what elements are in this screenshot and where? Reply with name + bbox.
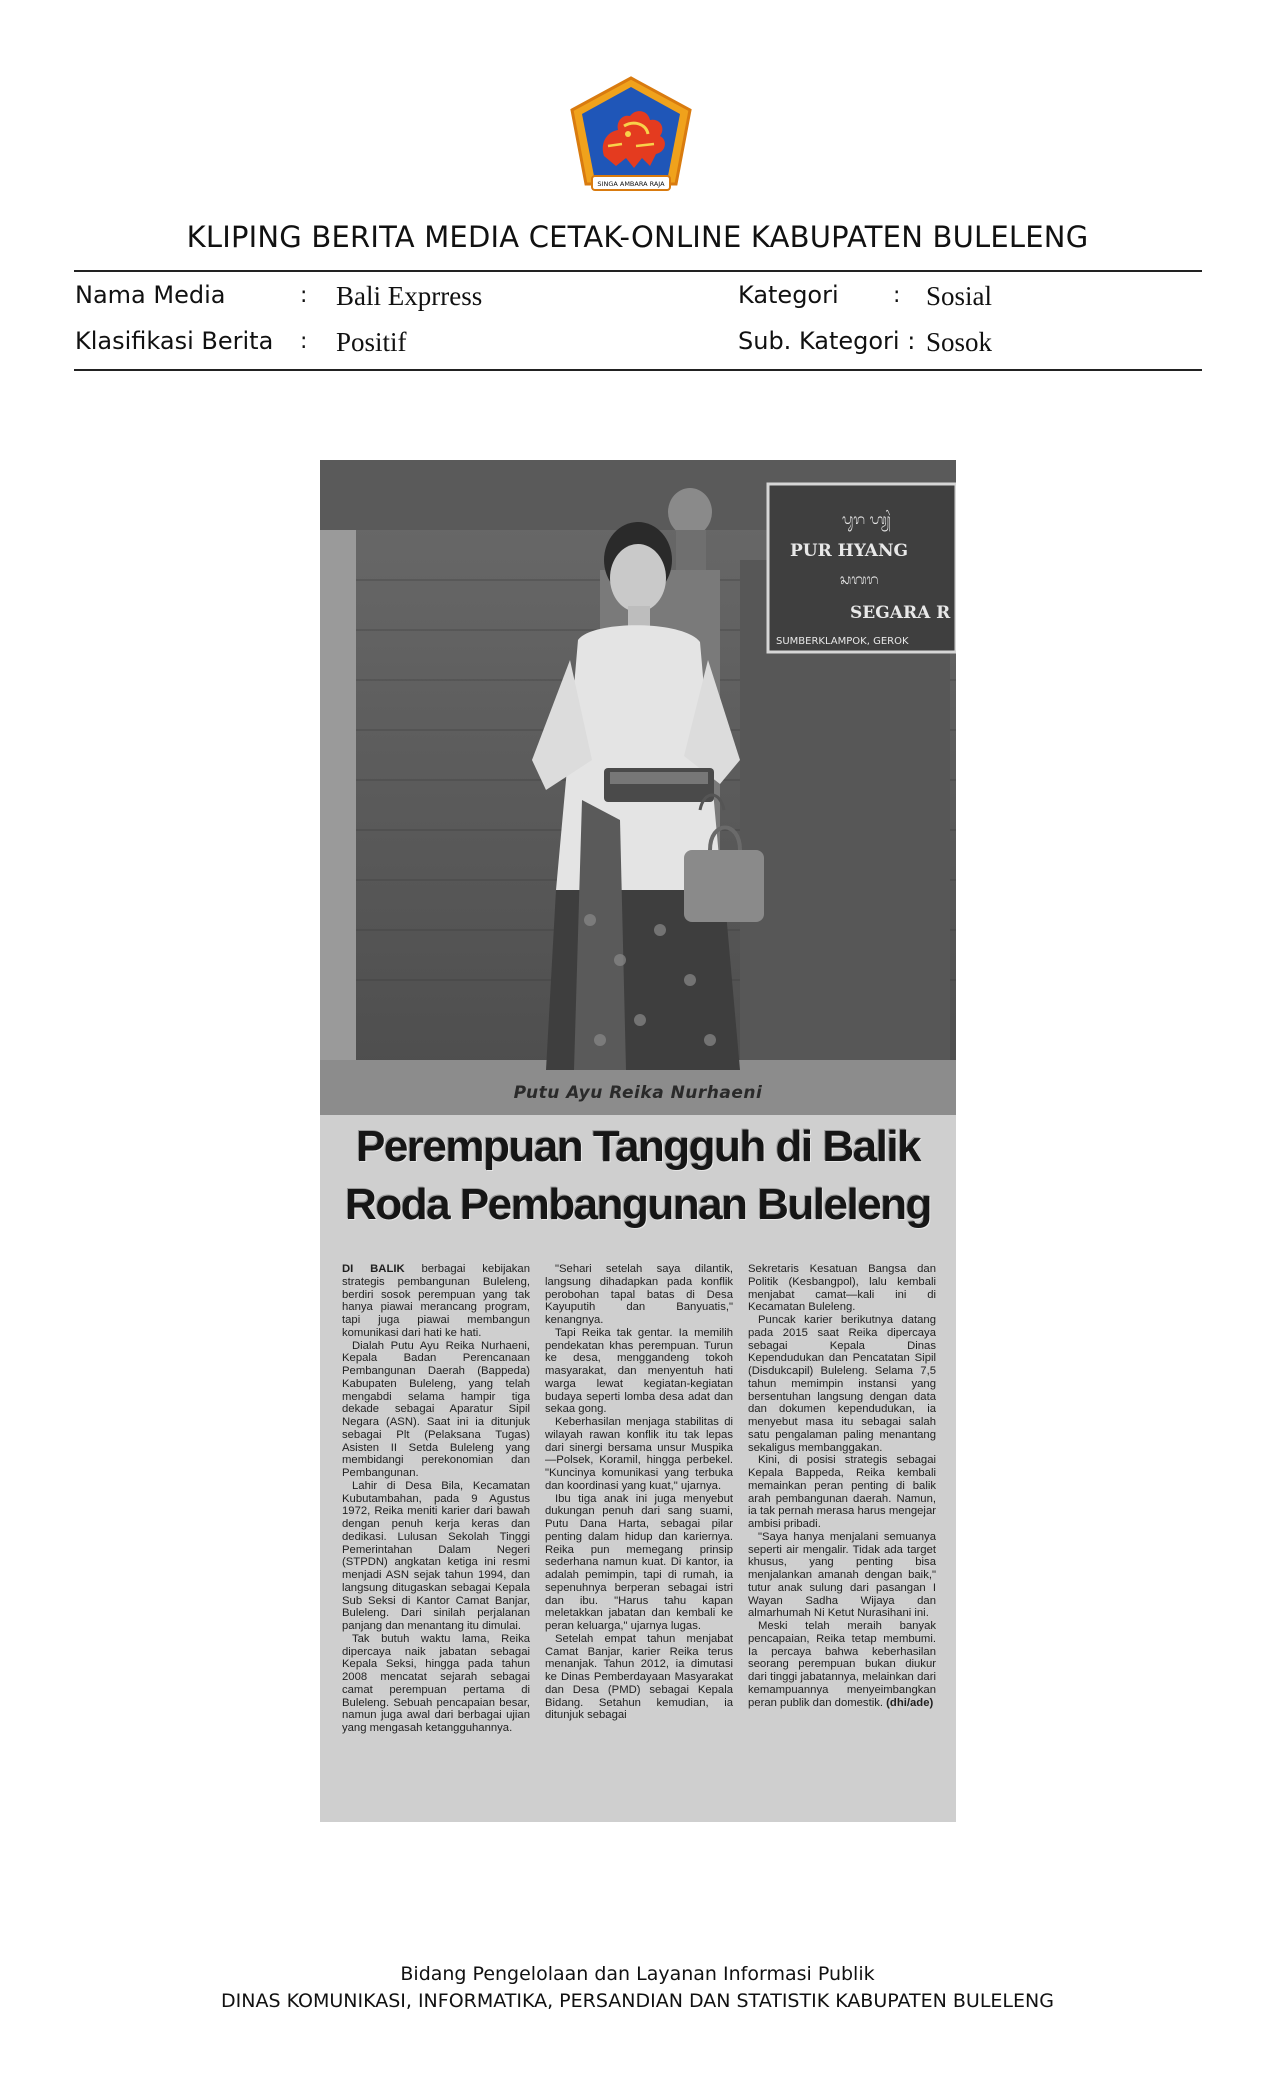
paragraph: Setelah empat tahun menjabat Camat Banjar, karier Reika terus menanjak. Tahun 2012, ia dimutasi ke Dinas Pemberdayaan Masyarakat dan Desa (PMD) sebagai Kepala Bidang. Setahun kemudian, ia ditunjuk sebagai (545, 1632, 733, 1722)
headline-line-1: Perempuan Tangguh di Balik (355, 1122, 921, 1171)
paragraph (748, 1620, 936, 1709)
page-title: KLIPING BERITA MEDIA CETAK-ONLINE KABUPATEN BULELENG (186, 220, 1089, 254)
paragraph-text: Meski telah meraih banyak pencapaian, Reika tetap membumi. Ia percaya bahwa keberhasilan seorang perempuan bukan diukur dari tinggi jabatannya, melainkan dari kemampuannya menyeimbangkan peran publik dan domestik. (748, 1620, 936, 1709)
sign-line-2: SEGARA R (850, 603, 951, 623)
paragraph: Sekretaris Kesatuan Bangsa dan Politik (Kesbangpol), lalu kembali menjabat camat—kali ini di Kecamatan Buleleng. (748, 1263, 936, 1314)
header-divider-top (74, 270, 1202, 272)
sign-line-1: PUR HYANG (790, 541, 909, 561)
article-column-2 (545, 1263, 733, 1722)
kategori-label: Kategori (738, 281, 839, 309)
article-column-3 (748, 1263, 936, 1709)
footer-line-1: Bidang Pengelolaan dan Layanan Informasi Publik (400, 1963, 875, 1985)
sign-script-row-2: ᬲᬕᬭ (840, 572, 879, 588)
media-colon: : (300, 283, 308, 308)
byline: (dhi/ade) (883, 1696, 934, 1709)
subkategori-label: Sub. Kategori : (738, 327, 916, 355)
subkategori-value: Sosok (926, 327, 993, 357)
paragraph: Lahir di Desa Bila, Kecamatan Kubutambahan, pada 9 Agustus 1972, Reika meniti karier dari bawah dengan penuh kerja keras dan dedikasi. Lulusan Sekolah Tinggi Pemerintahan Dalam Negeri (STPDN) angkatan ketiga ini resmi menjadi ASN sejak tahun 1994, dan langsung ditugaskan sebagai Kepala Sub Seksi di Kantor Camat Banjar, Buleleng. Dari sinilah perjalanan panjang dan menantang itu dimulai. (342, 1479, 530, 1632)
footer-line-2: DINAS KOMUNIKASI, INFORMATIKA, PERSANDIAN DAN STATISTIK KABUPATEN BULELENG (221, 1990, 1054, 2012)
paragraph: "Sehari setelah saya dilantik, langsung dihadapkan pada konflik perobohan tapal batas di Desa Kayuputih dan Banyuatis," kenangnya. (545, 1263, 733, 1326)
article-photo (320, 460, 956, 1115)
paragraph: Tapi Reika tak gentar. Ia memilih pendekatan khas perempuan. Turun ke desa, menggandeng tokoh masyarakat, dan menyentuh hati warga lewat kegiatan-kegiatan budaya seperti lomba desa adat dan sekaa gong. (545, 1326, 733, 1416)
paragraph: Keberhasilan menjaga stabilitas di wilayah rawan konflik itu tak lepas dari sinergi bersama unsur Muspika—Polsek, Koramil, hingga perbekel. "Kuncinya komunikasi yang terbuka dan koordinasi yang kuat," ujarnya. (545, 1416, 733, 1492)
headline-line-2: Roda Pembangunan Buleleng (345, 1180, 931, 1229)
paragraph: Puncak karier berikutnya datang pada 2015 saat Reika dipercaya sebagai Kepala Dinas Kependudukan dan Pencatatan Sipil (Disdukcapil) Buleleng. Selama 7,5 tahun memimpin instansi yang bersentuhan langsung dengan data dan dokumen kependudukan, ia menyebut masa itu sebagai salah satu pengalaman paling menantang sekaligus membanggakan. (748, 1314, 936, 1454)
dateline: DI BALIK (342, 1263, 405, 1275)
klasifikasi-colon: : (300, 329, 308, 354)
paragraph (342, 1263, 530, 1340)
paragraph: "Saya hanya menjalani semuanya seperti air mengalir. Tidak ada target khusus, yang penting bisa menjalankan amanah dengan baik," tutur anak sulung dari pasangan I Wayan Sadha Wijaya dan almarhumah Ni Ketut Nurasihani ini. (748, 1530, 936, 1620)
media-label: Nama Media (75, 281, 226, 309)
logo-motto: SINGA AMBARA RAJA (597, 180, 665, 188)
kategori-colon: : (893, 283, 901, 308)
newspaper-clipping (320, 460, 956, 1822)
media-value: Bali Exprress (336, 281, 483, 311)
klasifikasi-value: Positif (336, 327, 407, 357)
paragraph: Tak butuh waktu lama, Reika dipercaya naik jabatan sebagai Kepala Seksi, hingga pada tahun 2008 mencatat sejarah sebagai camat perempuan pertama di Buleleng. Sebuah pencapaian besar, namun juga awal dari berbagai ujian yang mengasah ketangguhannya. (342, 1632, 530, 1734)
sign-script-row: ᬧᬸᬭ ᬳ᭄ᬬᬂ (842, 512, 891, 528)
paragraph: Kini, di posisi strategis sebagai Kepala Bappeda, Reika kembali memainkan peran penting di balik arah pembangunan daerah. Namun, ia tak pernah merasa harus mengejar ambisi pribadi. (748, 1454, 936, 1530)
sign-line-3: SUMBERKLAMPOK, GEROK (776, 636, 909, 647)
article-column-1 (342, 1263, 530, 1735)
klasifikasi-label: Klasifikasi Berita (75, 327, 274, 355)
paragraph: Ibu tiga anak ini juga menyebut dukungan penuh dari sang suami, Putu Dana Harta, sebagai pilar penting dalam hidup dan kariernya. Reika pun memegang prinsip sederhana namun kuat. Di kantor, ia adalah pemimpin, tapi di rumah, ia sepenuhnya berperan sebagai istri dan ibu. "Harus tahu kapan meletakkan jabatan dan kembali ke peran keluarga," ujarnya lugas. (545, 1492, 733, 1632)
paragraph-text: berbagai kebijakan strategis pembangunan Buleleng, berdiri sosok perempuan yang tak hanya piawai merancang program, tapi juga piawai membangun komunikasi dari hati ke hati. (342, 1263, 530, 1339)
photo-caption: Putu Ayu Reika Nurhaeni (513, 1083, 763, 1103)
paragraph: Dialah Putu Ayu Reika Nurhaeni, Kepala Badan Perencanaan Pembangunan Daerah (Bappeda) Kabupaten Buleleng, yang telah mengabdi selama hampir tiga dekade sebagai Aparatur Sipil Negara (ASN). Saat ini ia ditunjuk sebagai Plt (Pelaksana Tugas) Asisten II Setda Buleleng yang membidangi perekonomian dan Pembangunan. (342, 1339, 530, 1479)
header-divider-bottom (74, 369, 1202, 371)
kabupaten-buleleng-crest-icon (564, 74, 698, 200)
kategori-value: Sosial (926, 281, 993, 311)
